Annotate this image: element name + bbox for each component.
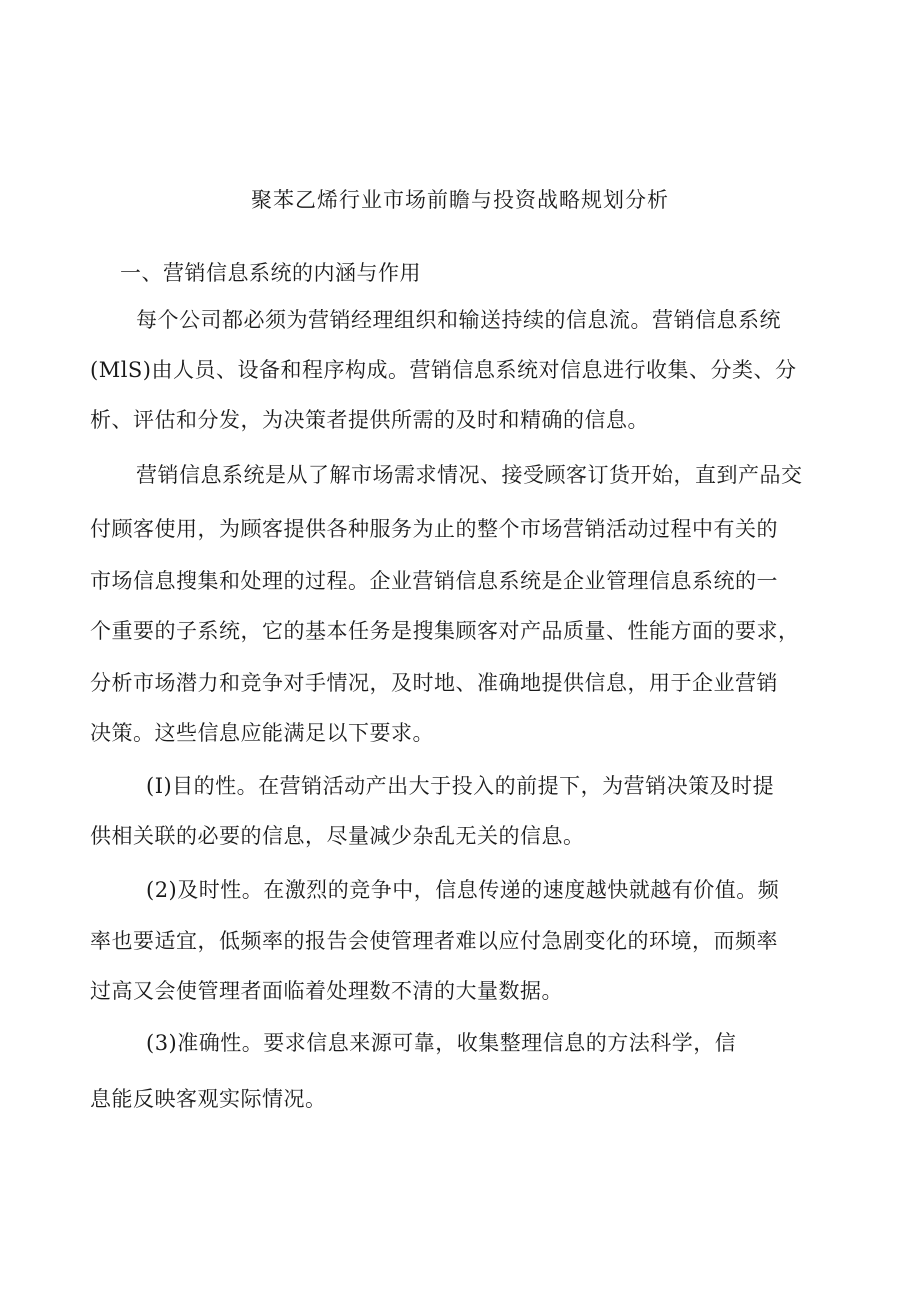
document-title: 聚苯乙烯行业市场前瞻与投资战略规划分析 [251, 188, 669, 212]
paragraph-1-line-3: 析、评估和分发，为决策者提供所需的及时和精确的信息。 [90, 408, 649, 432]
paragraph-2-line-5: 分析市场潜力和竞争对手情况，及时地、准确地提供信息，用于企业营销 [90, 671, 778, 695]
paragraph-1-line-2: (MlS)由人员、设备和程序构成。营销信息系统对信息进行收集、分类、分 [90, 358, 797, 382]
item-2-line-1: (2)及时性。在激烈的竞争中，信息传递的速度越快就越有价值。频 [146, 878, 780, 902]
item-1-line-2: 供相关联的必要的信息，尽量减少杂乱无关的信息。 [90, 824, 585, 848]
paragraph-2-line-6: 决策。这些信息应能满足以下要求。 [90, 721, 434, 745]
paragraph-2-line-3: 市场信息搜集和处理的过程。企业营销信息系统是企业管理信息系统的一 [90, 569, 778, 593]
item-3-line-1: (3)准确性。要求信息来源可靠，收集整理信息的方法科学，信 [146, 1031, 737, 1055]
item-2-line-2: 率也要适宜，低频率的报告会使管理者难以应付急剧变化的环境，而频率 [90, 929, 778, 953]
paragraph-2-line-2: 付顾客使用，为顾客提供各种服务为止的整个市场营销活动过程中有关的 [90, 517, 778, 541]
section-heading: 一、营销信息系统的内涵与作用 [120, 261, 421, 285]
paragraph-2-line-1: 营销信息系统是从了解市场需求情况、接受顾客订货开始，直到产品交 [136, 463, 803, 487]
paragraph-1-line-1: 每个公司都必须为营销经理组织和输送持续的信息流。营销信息系统 [136, 308, 781, 332]
item-2-line-3: 过高又会使管理者面临着处理数不清的大量数据。 [90, 979, 563, 1003]
paragraph-2-line-4: 个重要的子系统，它的基本任务是搜集顾客对产品质量、性能方面的要求， [90, 619, 800, 643]
item-3-line-2: 息能反映客观实际情况。 [90, 1087, 327, 1111]
item-1-line-1: (I)目的性。在营销活动产出大于投入的前提下，为营销决策及时提 [146, 774, 775, 798]
